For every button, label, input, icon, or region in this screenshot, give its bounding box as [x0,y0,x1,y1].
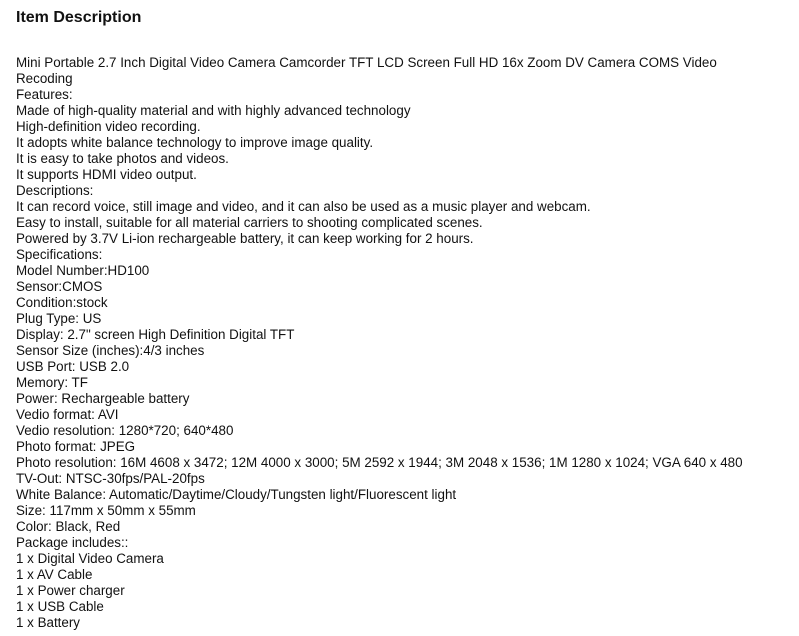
description-line: White Balance: Automatic/Daytime/Cloudy/Tungsten light/Fluorescent light [16,487,457,502]
description-line: 1 x Digital Video Camera [16,551,164,566]
description-line: 1 x AV Cable [16,567,93,582]
description-line: USB Port: USB 2.0 [16,359,130,374]
description-line: Descriptions: [16,183,94,198]
description-line: It is easy to take photos and videos. [16,151,229,166]
description-line: 1 x USB Cable [16,599,104,614]
description-line: Condition:stock [16,295,108,310]
description-line: It can record voice, still image and video, and it can also be used as a music player and webcam. [16,199,591,214]
description-line: Powered by 3.7V Li-ion rechargeable battery, it can keep working for 2 hours. [16,231,474,246]
description-line: High-definition video recording. [16,119,201,134]
description-line: Vedio resolution: 1280*720; 640*480 [16,423,234,438]
description-line: Easy to install, suitable for all material carriers to shooting complicated scenes. [16,215,483,230]
description-line: Plug Type: US [16,311,102,326]
description-line: Package includes:: [16,535,129,550]
description-line: It supports HDMI video output. [16,167,197,182]
description-line: Memory: TF [16,375,88,390]
description-line: Model Number:HD100 [16,263,150,278]
description-line: Photo format: JPEG [16,439,136,454]
item-description-text [16,55,791,631]
description-line: Recoding [16,71,73,86]
item-description-heading: Item Description [16,9,142,26]
description-line: Vedio format: AVI [16,407,119,422]
description-line: Display: 2.7" screen High Definition Digital TFT [16,327,295,342]
description-line: Specifications: [16,247,103,262]
description-line: Mini Portable 2.7 Inch Digital Video Camera Camcorder TFT LCD Screen Full HD 16x Zoom DV Camera COMS Video [16,55,717,70]
description-line: Features: [16,87,73,102]
description-line: TV-Out: NTSC-30fps/PAL-20fps [16,471,205,486]
description-line: 1 x Battery [16,615,81,630]
description-line: Made of high-quality material and with highly advanced technology [16,103,411,118]
description-line: It adopts white balance technology to improve image quality. [16,135,374,150]
description-line: Sensor:CMOS [16,279,103,294]
description-line: Power: Rechargeable battery [16,391,190,406]
description-line: 1 x Power charger [16,583,125,598]
description-line: Sensor Size (inches):4/3 inches [16,343,205,358]
description-line: Photo resolution: 16M 4608 x 3472; 12M 4000 x 3000; 5M 2592 x 1944; 3M 2048 x 1536; 1M 1280 x 1024; VGA 640 x 480 [16,455,743,470]
description-line: Size: 117mm x 50mm x 55mm [16,503,196,518]
description-line: Color: Black, Red [16,519,121,534]
